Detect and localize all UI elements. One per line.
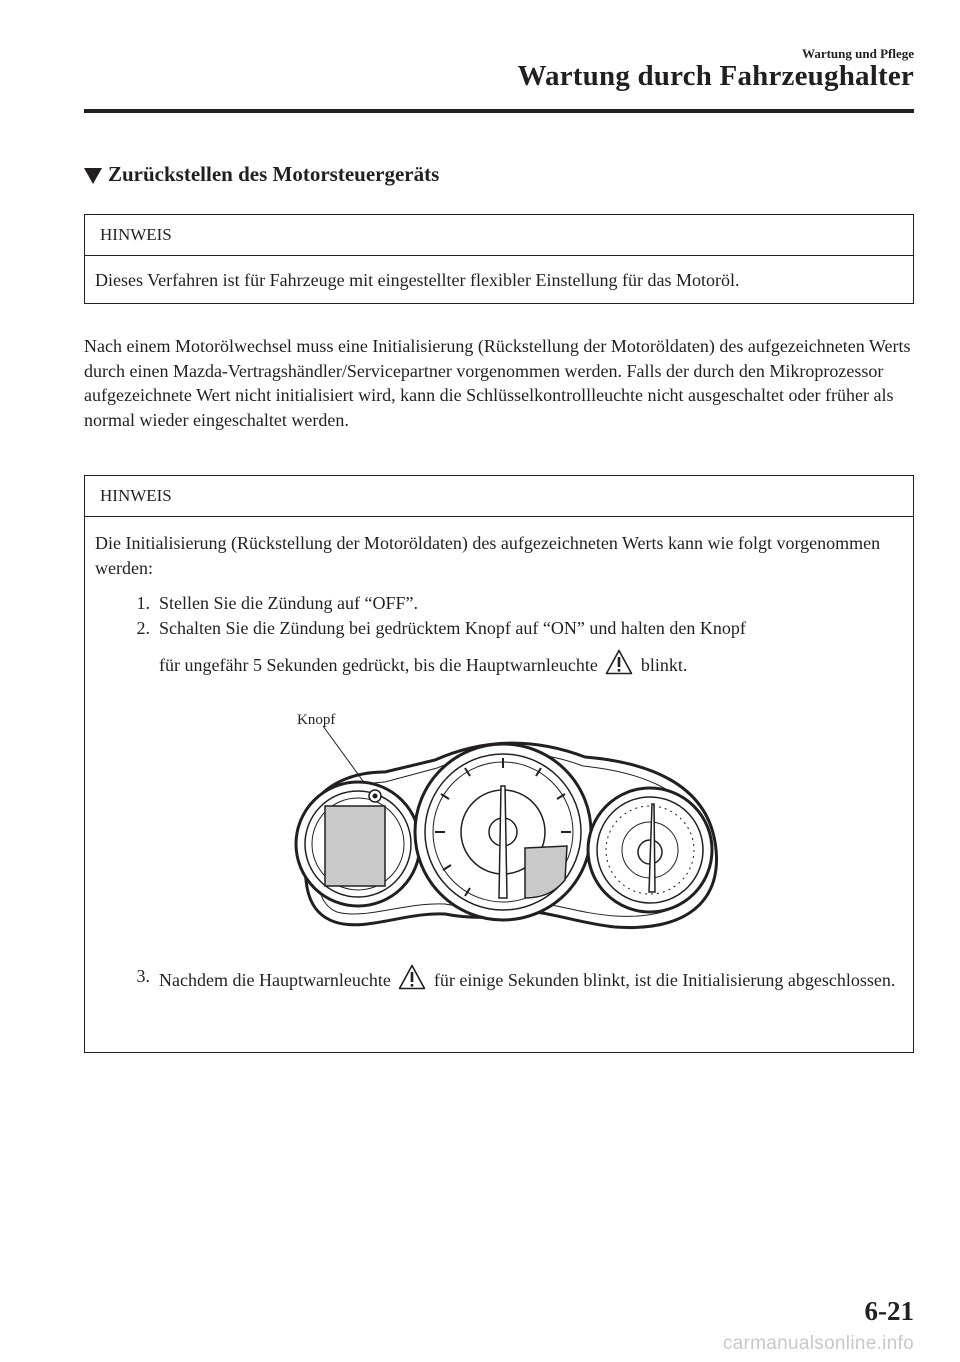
page-number: 6-21 [864, 1296, 914, 1326]
step-list [95, 591, 903, 678]
section-heading [84, 162, 439, 187]
note-text: Dieses Verfahren ist für Fahrzeuge mit eingestellter flexibler Einstellung für das Motoröl. [95, 270, 740, 290]
note-intro: Die Initialisierung (Rückstellung der Motoröldaten) des aufgezeichneten Werts kann wie folgt vorgenommen werden: [95, 533, 881, 578]
step-item: 2. Schalten Sie die Zündung bei gedrücktem Knopf auf “ON” und halten den Knopf für ungefähr 5 Sekunden gedrückt, bis die Hauptwarnleuchte blinkt. [136, 618, 746, 675]
note-body [85, 517, 913, 1003]
step-list [95, 964, 903, 993]
watermark-link[interactable]: carmanualsonline.info [722, 1333, 914, 1354]
note-box-1 [84, 214, 914, 304]
triangle-bullet-icon [84, 168, 102, 184]
header-divider [84, 109, 914, 113]
callout-knopf: Knopf [297, 712, 336, 728]
note-label: HINWEIS [85, 215, 913, 256]
step-item: 3. Nachdem die Hauptwarnleuchte für einige Sekunden blinkt, ist die Initialisierung abgeschlossen. [136, 966, 896, 990]
instrument-cluster-figure [285, 702, 735, 942]
instrument-cluster-illustration [285, 702, 735, 942]
chapter-label: Wartung und Pflege [802, 46, 914, 61]
page-title: Wartung durch Fahrzeughalter [517, 60, 914, 92]
body-paragraph: Nach einem Motorölwechsel muss eine Initialisierung (Rückstellung der Motoröldaten) des aufgezeichneten Werts durch einen Mazda-Vertragshändler/Servicepartner vorgenommen werden. Falls der durch den Mikroprozessor aufgezeichnete Wert nicht initialisiert wird, kann die Schlüsselkontrollleuchte nicht ausgeschaltet oder früher als normal wieder eingeschaltet werden. [84, 336, 911, 430]
section-heading-text: Zurückstellen des Motorsteuergeräts [108, 162, 440, 186]
note-label: HINWEIS [85, 476, 913, 517]
step-item: 1. Stellen Sie die Zündung auf “OFF”. [136, 593, 418, 613]
master-warning-icon [398, 964, 426, 990]
master-warning-icon [605, 649, 633, 675]
note-box-2 [84, 475, 914, 1053]
